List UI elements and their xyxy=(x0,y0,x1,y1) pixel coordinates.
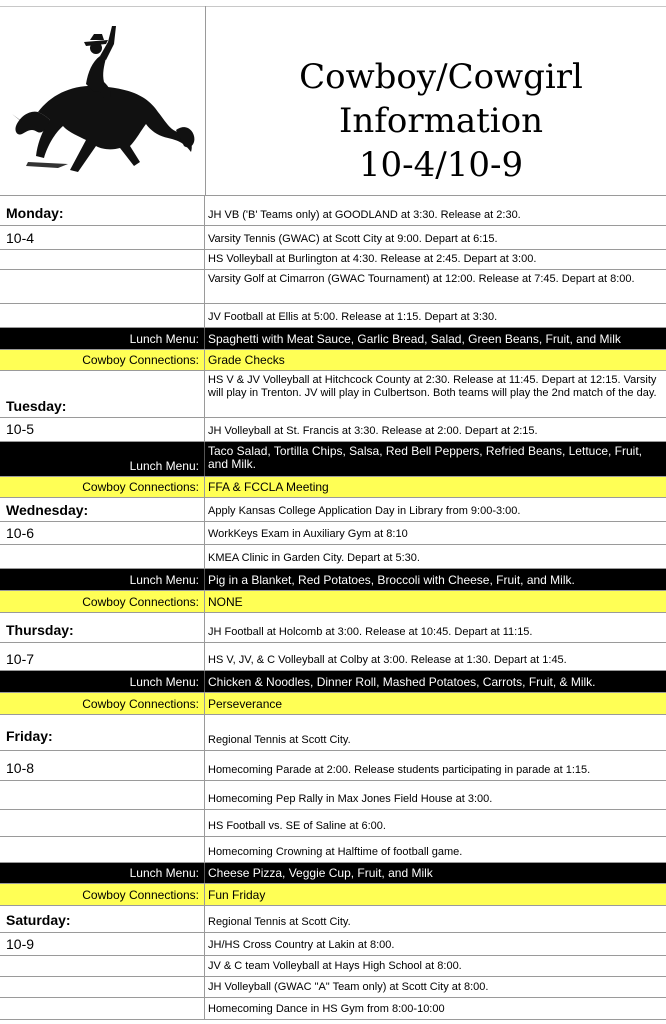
table-row xyxy=(0,226,666,250)
day-label-saturday: Saturday: xyxy=(6,912,71,928)
event-text: WorkKeys Exam in Auxiliary Gym at 8:10 xyxy=(208,528,408,540)
connections-label: Cowboy Connections: xyxy=(82,595,199,609)
event-text: Regional Tennis at Scott City. xyxy=(208,916,351,928)
table-row xyxy=(0,810,666,837)
lunch-label: Lunch Menu: xyxy=(129,573,199,587)
event-text: JH Volleyball (GWAC "A" Team only) at Scott City at 8:00. xyxy=(208,981,489,993)
lunch-row xyxy=(0,569,666,591)
table-row xyxy=(0,781,666,810)
event-text: Homecoming Crowning at Halftime of football game. xyxy=(208,846,463,858)
date-label-thursday: 10-7 xyxy=(6,651,35,667)
lunch-label: Lunch Menu: xyxy=(129,459,199,473)
table-row xyxy=(0,195,666,226)
connections-text: NONE xyxy=(208,595,243,609)
table-row xyxy=(0,522,666,545)
table-row xyxy=(0,998,666,1020)
date-label-wednesday: 10-6 xyxy=(6,525,35,541)
table-row xyxy=(0,250,666,270)
table-row xyxy=(0,545,666,569)
table-row xyxy=(0,498,666,522)
event-text: HS V & JV Volleyball at Hitchcock County at 2:30. Release at 11:45. Depart at 12:15. Varsity will play in Trenton. JV will play in Culbertson. Both teams will play the 2nd match of the day. xyxy=(208,374,657,399)
event-text: Varsity Tennis (GWAC) at Scott City at 9:00. Depart at 6:15. xyxy=(208,233,498,245)
lunch-row xyxy=(0,442,666,477)
table-row xyxy=(0,977,666,998)
connections-label: Cowboy Connections: xyxy=(82,480,199,494)
connections-text: Fun Friday xyxy=(208,888,266,902)
table-row xyxy=(0,956,666,977)
connections-row xyxy=(0,884,666,906)
title-line-1: Cowboy/Cowgirl xyxy=(299,57,583,97)
lunch-row xyxy=(0,328,666,350)
event-text: HS V, JV, & C Volleyball at Colby at 3:00. Release at 1:30. Depart at 1:45. xyxy=(208,654,567,666)
bucking-horse-rider-logo xyxy=(8,12,198,184)
event-text: JV Football at Ellis at 5:00. Release at 1:15. Depart at 3:30. xyxy=(208,311,498,323)
date-label-monday: 10-4 xyxy=(6,230,35,246)
table-row xyxy=(0,371,666,418)
title-line-2: Information xyxy=(338,101,544,141)
day-label-wednesday: Wednesday: xyxy=(6,502,89,518)
event-text: HS Football vs. SE of Saline at 6:00. xyxy=(208,820,386,832)
event-text: JV & C team Volleyball at Hays High School at 8:00. xyxy=(208,960,462,972)
lunch-text: Taco Salad, Tortilla Chips, Salsa, Red Bell Peppers, Refried Beans, Lettuce, Fruit, and Milk. xyxy=(208,444,642,471)
table-row xyxy=(0,837,666,863)
event-text: Homecoming Dance in HS Gym from 8:00-10:00 xyxy=(208,1003,445,1015)
day-label-tuesday: Tuesday: xyxy=(6,398,67,414)
event-text: Regional Tennis at Scott City. xyxy=(208,734,351,746)
connections-label: Cowboy Connections: xyxy=(82,697,199,711)
connections-label: Cowboy Connections: xyxy=(82,888,199,902)
table-row xyxy=(0,933,666,956)
date-label-saturday: 10-9 xyxy=(6,936,35,952)
lunch-label: Lunch Menu: xyxy=(129,675,199,689)
page-title xyxy=(216,55,666,187)
table-row xyxy=(0,613,666,643)
table-row xyxy=(0,270,666,304)
day-label-monday: Monday: xyxy=(6,205,64,221)
date-label-tuesday: 10-5 xyxy=(6,421,35,437)
table-row xyxy=(0,643,666,671)
header xyxy=(0,0,666,196)
event-text: Homecoming Pep Rally in Max Jones Field House at 3:00. xyxy=(208,793,493,805)
lunch-text: Cheese Pizza, Veggie Cup, Fruit, and Milk xyxy=(208,866,433,880)
day-label-friday: Friday: xyxy=(6,728,53,744)
connections-row xyxy=(0,591,666,613)
connections-row xyxy=(0,350,666,371)
table-row xyxy=(0,906,666,933)
event-text: KMEA Clinic in Garden City. Depart at 5:30. xyxy=(208,552,420,564)
lunch-label: Lunch Menu: xyxy=(129,866,199,880)
day-label-thursday: Thursday: xyxy=(6,622,74,638)
connections-text: FFA & FCCLA Meeting xyxy=(208,480,329,494)
lunch-row xyxy=(0,863,666,884)
event-text: Homecoming Parade at 2:00. Release students participating in parade at 1:15. xyxy=(208,764,591,776)
event-text: JH Football at Holcomb at 3:00. Release at 10:45. Depart at 11:15. xyxy=(208,626,533,638)
connections-row xyxy=(0,477,666,498)
connections-text: Grade Checks xyxy=(208,353,285,367)
lunch-text: Pig in a Blanket, Red Potatoes, Broccoli with Cheese, Fruit, and Milk. xyxy=(208,573,575,587)
table-row xyxy=(0,304,666,328)
title-line-3: 10-4/10-9 xyxy=(358,145,524,185)
event-text: Apply Kansas College Application Day in Library from 9:00-3:00. xyxy=(208,505,521,517)
table-row xyxy=(0,751,666,781)
event-text: JH Volleyball at St. Francis at 3:30. Release at 2:00. Depart at 2:15. xyxy=(208,425,538,437)
connections-text: Perseverance xyxy=(208,697,283,711)
date-label-friday: 10-8 xyxy=(6,760,35,776)
table-row xyxy=(0,418,666,442)
connections-label: Cowboy Connections: xyxy=(82,353,199,367)
event-text: HS Volleyball at Burlington at 4:30. Release at 2:45. Depart at 3:00. xyxy=(208,253,537,265)
lunch-text: Chicken & Noodles, Dinner Roll, Mashed Potatoes, Carrots, Fruit, & Milk. xyxy=(208,675,596,689)
lunch-text: Spaghetti with Meat Sauce, Garlic Bread, Salad, Green Beans, Fruit, and Milk xyxy=(208,332,621,346)
connections-row xyxy=(0,693,666,715)
event-text: JH/HS Cross Country at Lakin at 8:00. xyxy=(208,939,395,951)
event-text: Varsity Golf at Cimarron (GWAC Tournament) at 12:00. Release at 7:45. Depart at 8:00. xyxy=(208,273,635,285)
event-text: JH VB ('B' Teams only) at GOODLAND at 3:30. Release at 2:30. xyxy=(208,209,521,221)
lunch-label: Lunch Menu: xyxy=(129,332,199,346)
table-row xyxy=(0,715,666,751)
lunch-row xyxy=(0,671,666,693)
